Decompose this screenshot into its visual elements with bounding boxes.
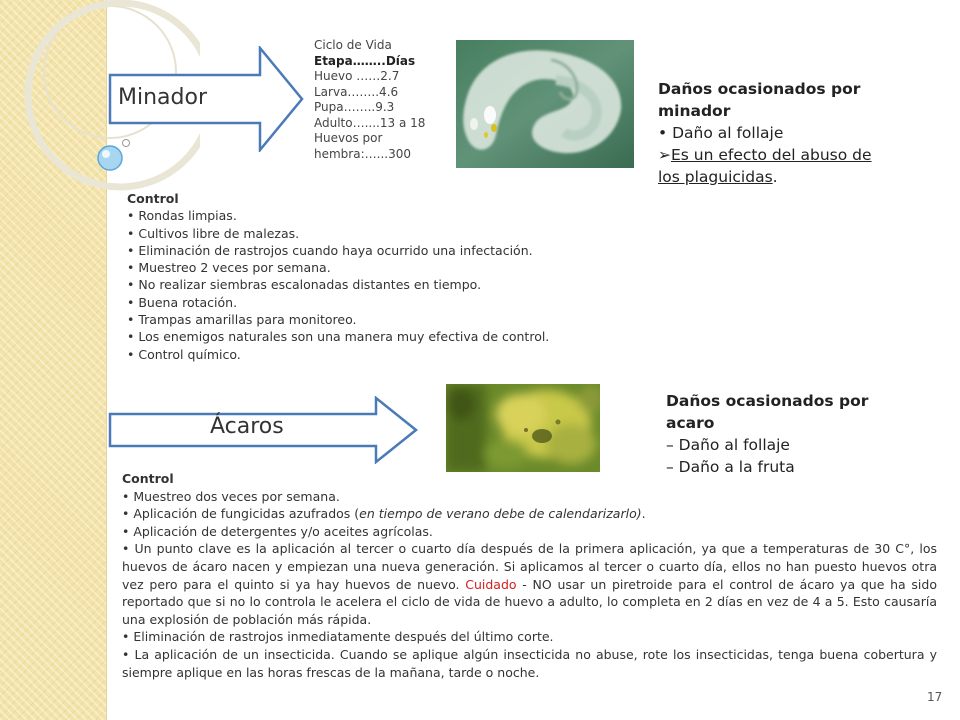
acaro-control-item: • Muestreo dos veces por semana.: [122, 488, 340, 504]
acaro-control-item: [122, 540, 937, 628]
life-cycle-table: [314, 38, 425, 162]
acaros-leaf-photo: [446, 384, 600, 472]
acaro-damage-heading-1: Daños ocasionados por: [666, 392, 869, 410]
acaro-damage-block: [666, 390, 868, 478]
eggs-line-1: Huevos por: [314, 131, 383, 145]
minador-leaf-photo: [456, 40, 634, 168]
acaro-control-item: • La aplicación de un insecticida. Cuando se aplique algún insecticida no abuse, rote los insecticidas, tenga buena cobertura y siempre aplique en las horas frescas de la mañana, tarde o noche.: [122, 646, 937, 680]
acaro-control-item: • Eliminación de rastrojos inmediatamente después del último corte.: [122, 629, 554, 645]
control-item: • Control químico.: [127, 346, 241, 362]
acaro-damage-item: – Daño al follaje: [666, 436, 790, 454]
life-cycle-row: Pupa……..9.3: [314, 100, 395, 114]
text-span: - NO usar un piretroide para el control de ácaro ya que ha sido reportado que si no lo controla le acelera el ciclo de vida de huevo a adulto, lo completa en 2 días en vez de 4 a 5. Esto causaría una explosión de población más rápida.: [122, 576, 937, 627]
minador-damage-block: [658, 78, 872, 188]
life-cycle-title: Ciclo de Vida: [314, 38, 392, 52]
acaro-control-heading: Control: [122, 471, 174, 486]
arrow-bullet-icon: ➢: [658, 146, 671, 164]
minador-damage-heading-1: Daños ocasionados por: [658, 80, 861, 98]
minador-title: Minador: [118, 85, 207, 110]
acaro-control-block: [122, 470, 937, 681]
life-cycle-row: Larva……..4.6: [314, 84, 399, 99]
minador-control-list: [127, 190, 549, 363]
pesticide-abuse-link[interactable]: Es un efecto del abuso de: [671, 146, 872, 164]
life-cycle-header: Etapa……..Días: [314, 53, 416, 68]
page-number: 17: [927, 690, 943, 704]
acaro-damage-heading-2: acaro: [666, 414, 715, 432]
life-cycle-row: Adulto…....13 a 18: [314, 115, 426, 130]
text-span: • Un punto clave es la aplicación al tercer o cuarto día después de la primera aplicación, ya que a temperaturas de 30 C°, los huevos de ácaro nacen y empiezan una nueva generación. Si aplicamos al tercer o cuarto día, ellos no han puesto huevos otra vez pero para el quinto si ya hay huevos de nuevo.: [122, 541, 937, 592]
control-item: • Trampas amarillas para monitoreo.: [127, 312, 357, 328]
control-item: • Buena rotación.: [127, 294, 238, 310]
text-span: .: [641, 506, 646, 522]
minador-damage-heading-2: minador: [658, 102, 731, 120]
control-item: • No realizar siembras escalonadas distantes en tiempo.: [127, 277, 482, 293]
life-cycle-row: Huevo ……2.7: [314, 69, 400, 83]
warning-word: Cuidado: [465, 576, 517, 592]
control-item: • Muestreo 2 veces por semana.: [127, 260, 331, 276]
acaro-damage-item: – Daño a la fruta: [666, 458, 795, 476]
acaro-control-item: • Aplicación de detergentes y/o aceites agrícolas.: [122, 523, 433, 539]
minador-damage-item: • Daño al follaje: [658, 124, 784, 142]
pesticide-abuse-link-cont[interactable]: los plaguicidas: [658, 168, 773, 186]
eggs-line-2: hembra:…...300: [314, 146, 411, 161]
punctuation: .: [772, 168, 778, 186]
control-item: • Rondas limpias.: [127, 208, 237, 224]
minador-control-heading: Control: [127, 191, 179, 206]
italic-note: en tiempo de verano debe de calendarizarlo): [359, 506, 642, 522]
acaros-title: Ácaros: [210, 414, 284, 439]
control-item: • Los enemigos naturales son una manera muy efectiva de control.: [127, 329, 550, 345]
acaro-control-item: [122, 505, 937, 523]
control-item: • Cultivos libre de malezas.: [127, 225, 300, 241]
text-span: • Aplicación de fungicidas azufrados (: [122, 506, 360, 522]
control-item: • Eliminación de rastrojos cuando haya ocurrido una infectación.: [127, 242, 533, 258]
